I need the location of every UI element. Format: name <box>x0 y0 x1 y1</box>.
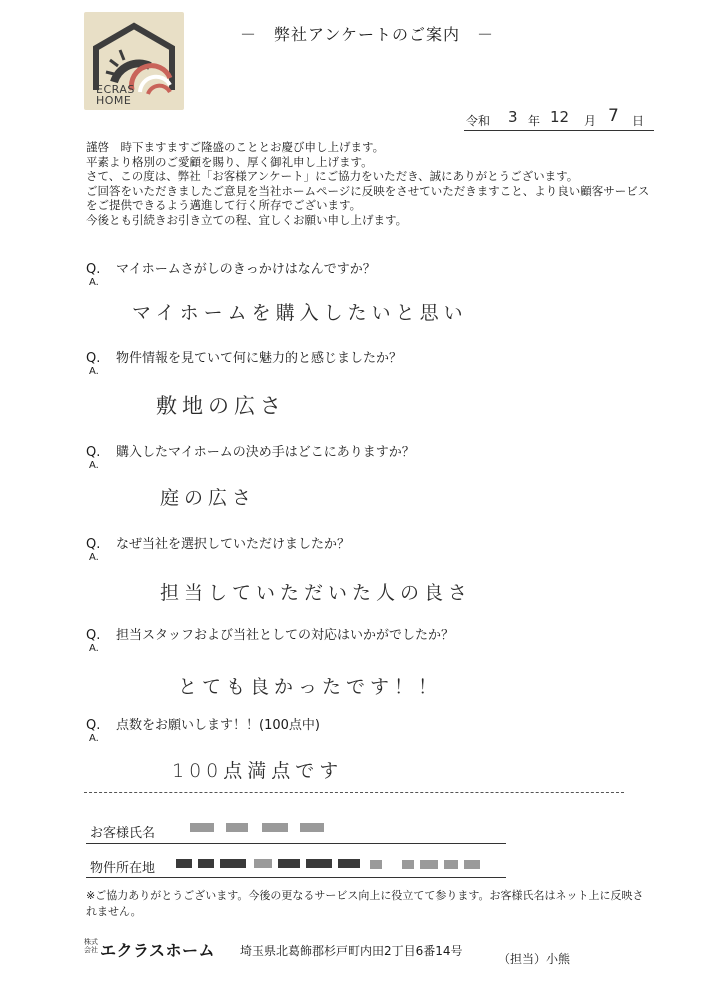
answer-6: 100点満点です <box>172 760 344 782</box>
question-prefix: Q. <box>86 351 101 366</box>
question-prefix: Q. <box>86 537 101 552</box>
date-day-unit: 日 <box>632 114 645 128</box>
answer-prefix: A. <box>89 733 99 744</box>
customer-name-label: お客様氏名 <box>90 826 156 841</box>
company-name: エクラスホーム <box>100 941 216 960</box>
intro-text: 謹啓 時下ますますご隆盛のこととお慶び申し上げます。 平素より格別のご愛顧を賜り、厚く御礼申し上げます。 さて、この度は、弊社「お客様アンケート」にご協力をいただき、誠にありがとうございます。 ご回答をいただきましたご意見を当社ホームページに反映をさせていただきますこと、より良い顧客サービス をご提供できるよう邁進して行く所存でございます。 今後とも引続きお引き立ての程、宜しくお願い申し上げます。 <box>86 140 650 227</box>
answer-prefix: A. <box>89 460 99 471</box>
property-location-label: 物件所在地 <box>90 861 156 876</box>
company-logo <box>84 12 184 110</box>
company-type-label: 株式会社 <box>84 938 98 954</box>
customer-name-line <box>86 843 506 844</box>
answer-prefix: A. <box>89 643 99 654</box>
question-3 <box>86 441 415 460</box>
question-text: 点数をお願いします！！(100点中) <box>116 718 320 733</box>
answer-2: 敷地の広さ <box>156 394 286 418</box>
answer-1: マイホームを購入したいと思い <box>132 302 468 324</box>
answer-4: 担当していただいた人の良さ <box>160 582 473 604</box>
question-text: 担当スタッフおよび当社としての対応はいかがでしたか？ <box>116 628 455 643</box>
answer-prefix: A. <box>89 366 99 377</box>
privacy-note: ※ご協力ありがとうございます。今後の更なるサービス向上に役立てて参ります。お客様氏名はネット上に反映されません。 <box>86 889 644 918</box>
logo-text-line2: HOME <box>96 94 132 107</box>
property-location-line <box>86 877 506 878</box>
property-location-redacted <box>176 856 506 870</box>
question-prefix: Q. <box>86 262 101 277</box>
logo-text-line1: ECRAS <box>96 83 135 96</box>
date-day: 7 <box>608 106 619 126</box>
staff-name: （担当）小熊 <box>498 952 571 966</box>
question-2 <box>86 347 402 366</box>
date-line <box>464 108 654 131</box>
answer-prefix: A. <box>89 552 99 563</box>
dashed-divider <box>84 792 624 793</box>
question-5 <box>86 624 454 643</box>
question-text: 物件情報を見ていて何に魅力的と感じましたか？ <box>116 351 403 366</box>
question-prefix: Q. <box>86 445 101 460</box>
answer-5: とても良かったです！！ <box>178 676 443 698</box>
question-prefix: Q. <box>86 628 101 643</box>
date-era: 令和 <box>466 114 491 128</box>
question-prefix: Q. <box>86 718 101 733</box>
question-6 <box>86 714 320 733</box>
question-1 <box>86 258 376 277</box>
company-address: 埼玉県北葛飾郡杉戸町内田2丁目6番14号 <box>240 944 463 958</box>
page-title: － 弊社アンケートのご案内 － <box>240 25 495 44</box>
question-text: 購入したマイホームの決め手はどこにありますか？ <box>116 445 415 460</box>
question-text: マイホームさがしのきっかけはなんですか？ <box>116 262 376 277</box>
date-year-unit: 年 <box>528 114 541 128</box>
date-month: 12 <box>550 108 570 126</box>
question-text: なぜ当社を選択していただけましたか？ <box>116 537 351 552</box>
customer-name-redacted <box>190 820 350 834</box>
date-year: 3 <box>508 108 518 126</box>
date-month-unit: 月 <box>584 114 597 128</box>
answer-3: 庭の広さ <box>160 487 257 509</box>
question-4 <box>86 533 350 552</box>
answer-prefix: A. <box>89 277 99 288</box>
